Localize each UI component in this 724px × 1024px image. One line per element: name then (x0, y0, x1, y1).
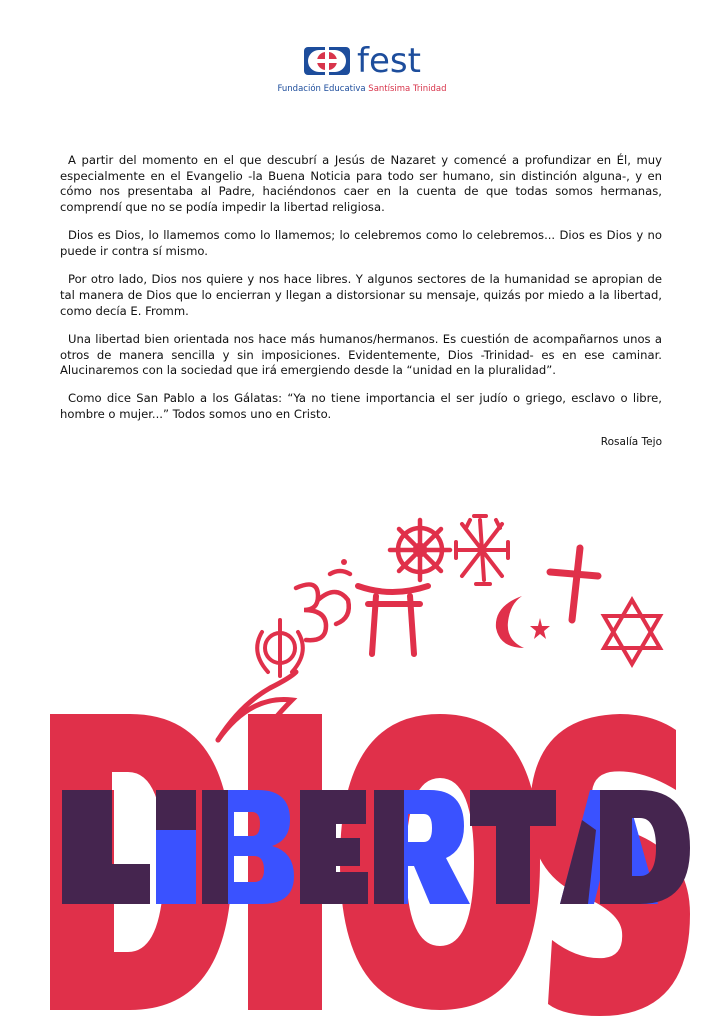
fest-logo-icon (303, 44, 351, 78)
tagline (0, 84, 724, 94)
paragraph-5: Como dice San Pablo a los Gálatas: “Ya no tiene importancia el ser judío o griego, esclavo o libre, hombre o mujer...” Todos somos uno en Cristo. (60, 391, 662, 422)
poster-artwork (0, 500, 724, 1024)
om-icon (296, 559, 350, 640)
cross-icon (550, 548, 598, 620)
torii-icon (358, 586, 428, 654)
header (0, 41, 724, 94)
vegvisir-icon (456, 516, 508, 584)
paragraph-4: Una libertad bien orientada nos hace más humanos/hermanos. Es cuestión de acompañarnos unos a otros de manera sencilla y sin imposiciones. Evidentemente, Dios -Trinidad- es en ese caminar. Alucinaremos con la sociedad que irá emergiendo desde la “unidad en la pluralidad”. (60, 331, 662, 378)
dharma-wheel-icon (390, 520, 450, 580)
libertad-wordmark (62, 772, 690, 904)
khanda-icon (257, 620, 303, 676)
logo (0, 41, 724, 81)
paragraph-1: A partir del momento en el que descubrí a Jesús de Nazaret y comencé a profundizar en Él, muy especialmente en el Evangelio -la Buena Noticia para todo ser humano, sin distinción alguna-, y en cómo nos presentaba al Padre, haciéndonos caer en la cuenta de que todas somos hermanas, comprendí que no se podía impedir la libertad religiosa. (60, 153, 662, 215)
star-of-david-icon (604, 600, 660, 664)
tagline-foundation: Fundación Educativa (277, 84, 369, 94)
author-signature: Rosalía Tejo (600, 436, 662, 449)
paragraph-2: Dios es Dios, lo llamemos como lo llamemos; lo celebremos como lo celebremos... Dios es Dios y no puede ir contra sí mismo. (60, 228, 662, 259)
article (60, 153, 662, 451)
paragraph-3: Por otro lado, Dios nos quiere y nos hace libres. Y algunos sectores de la humanidad se apropian de tal manera de Dios que lo encierran y llegan a distorsionar su mensaje, quizás por miedo a la libertad, como decía E. Fromm. (60, 272, 662, 318)
logo-wordmark: fest (357, 41, 421, 81)
crescent-star-icon (496, 596, 550, 648)
tagline-trinidad: Santísima Trinidad (368, 84, 447, 94)
